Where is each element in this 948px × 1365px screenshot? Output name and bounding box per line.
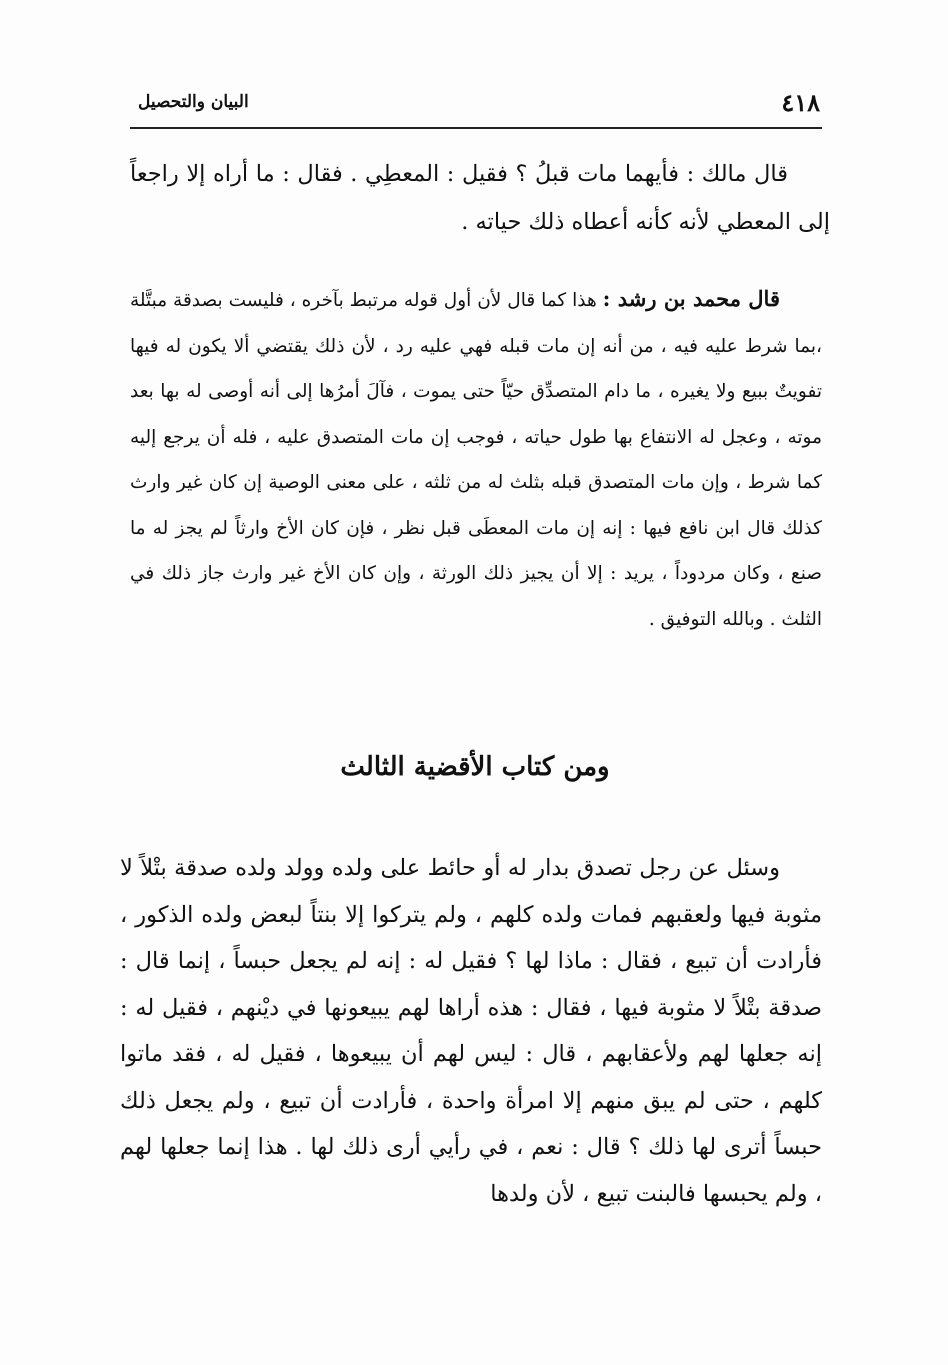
header-rule bbox=[130, 127, 822, 129]
paragraph-malik bbox=[130, 150, 830, 246]
paragraph-question-text: وسئل عن رجل تصدق بدار له أو حائط على ولده وولد ولده صدقة بتْلاً لا مثوبة فيها ولعقبهم فمات ولده كلهم ، ولم يتركوا إلا بنتاً لبعض ولده الذكور ، فأرادت أن تبيع ، فقال : ماذا لها ؟ فقيل له : إنه لم يجعل حبساً ، إنما قال : صدقة بتْلاً لا مثوبة فيها ، فقال : هذه أراها لهم يبيعونها في ديْنهم ، فقيل له : إنه جعلها لهم ولأعقابهم ، قال : ليس لهم أن يبيعوها ، فقيل له ، فقد ماتوا كلهم ، حتى لم يبق منهم إلا امرأة واحدة ، فأرادت أن تبيع ، ولم يجعل ذلك حبساً أترى لها ذلك ؟ قال : نعم ، في رأيي أرى ذلك لها . هذا إنما جعلها لهم ، ولم يحبسها فالبنت تبيع ، لأن ولدها bbox=[120, 855, 822, 1207]
speaker-label: قال محمد بن رشد : bbox=[602, 286, 780, 311]
paragraph-ibn-rushd bbox=[130, 276, 822, 642]
paragraph-ibn-rushd-text: هذا كما قال لأن أول قوله مرتبط بآخره ، فليست بصدقة مبتَّلة ،بما شرط عليه فيه ، من أنه إن مات قبله فهي عليه رد ، لأن ذلك يقتضي ألا يكون له فيها تفويتٌ ببيع ولا يغيره ، ما دام المتصدِّق حيّاً حتى يموت ، فآلَ أمرُها إلى أنه أوصى له بها بعد موته ، وعجل له الانتفاع بها طول حياته ، فوجب إن مات المتصدق عليه ، فله أن يرجع إليه كما شرط ، وإن مات المتصدق قبله بثلث له من ثلثه ، على معنى الوصية إن كان غير وارث كذلك قال ابن نافع فيها : إنه إن مات المعطَى قبل نظر ، فإن كان الأخ وارثاً لم يجز له ما صنع ، وكان مردوداً ، يريد : إلا أن يجيز ذلك الورثة ، وإن كان الأخ غير وارث جاز ذلك في الثلث . وبالله التوفيق . bbox=[130, 290, 822, 630]
paragraph-malik-text: قال مالك : فأيهما مات قبلُ ؟ فقيل : المعطِي . فقال : ما أراه إلا راجعاً إلى المعطي لأنه كأنه أعطاه ذلك حياته . bbox=[130, 161, 830, 235]
paragraph-question bbox=[120, 845, 822, 1217]
page-header bbox=[130, 86, 820, 126]
running-title: البيان والتحصيل bbox=[138, 92, 249, 112]
page-number: ٤١٨ bbox=[781, 88, 820, 117]
section-title: ومن كتاب الأقضية الثالث bbox=[340, 752, 610, 782]
